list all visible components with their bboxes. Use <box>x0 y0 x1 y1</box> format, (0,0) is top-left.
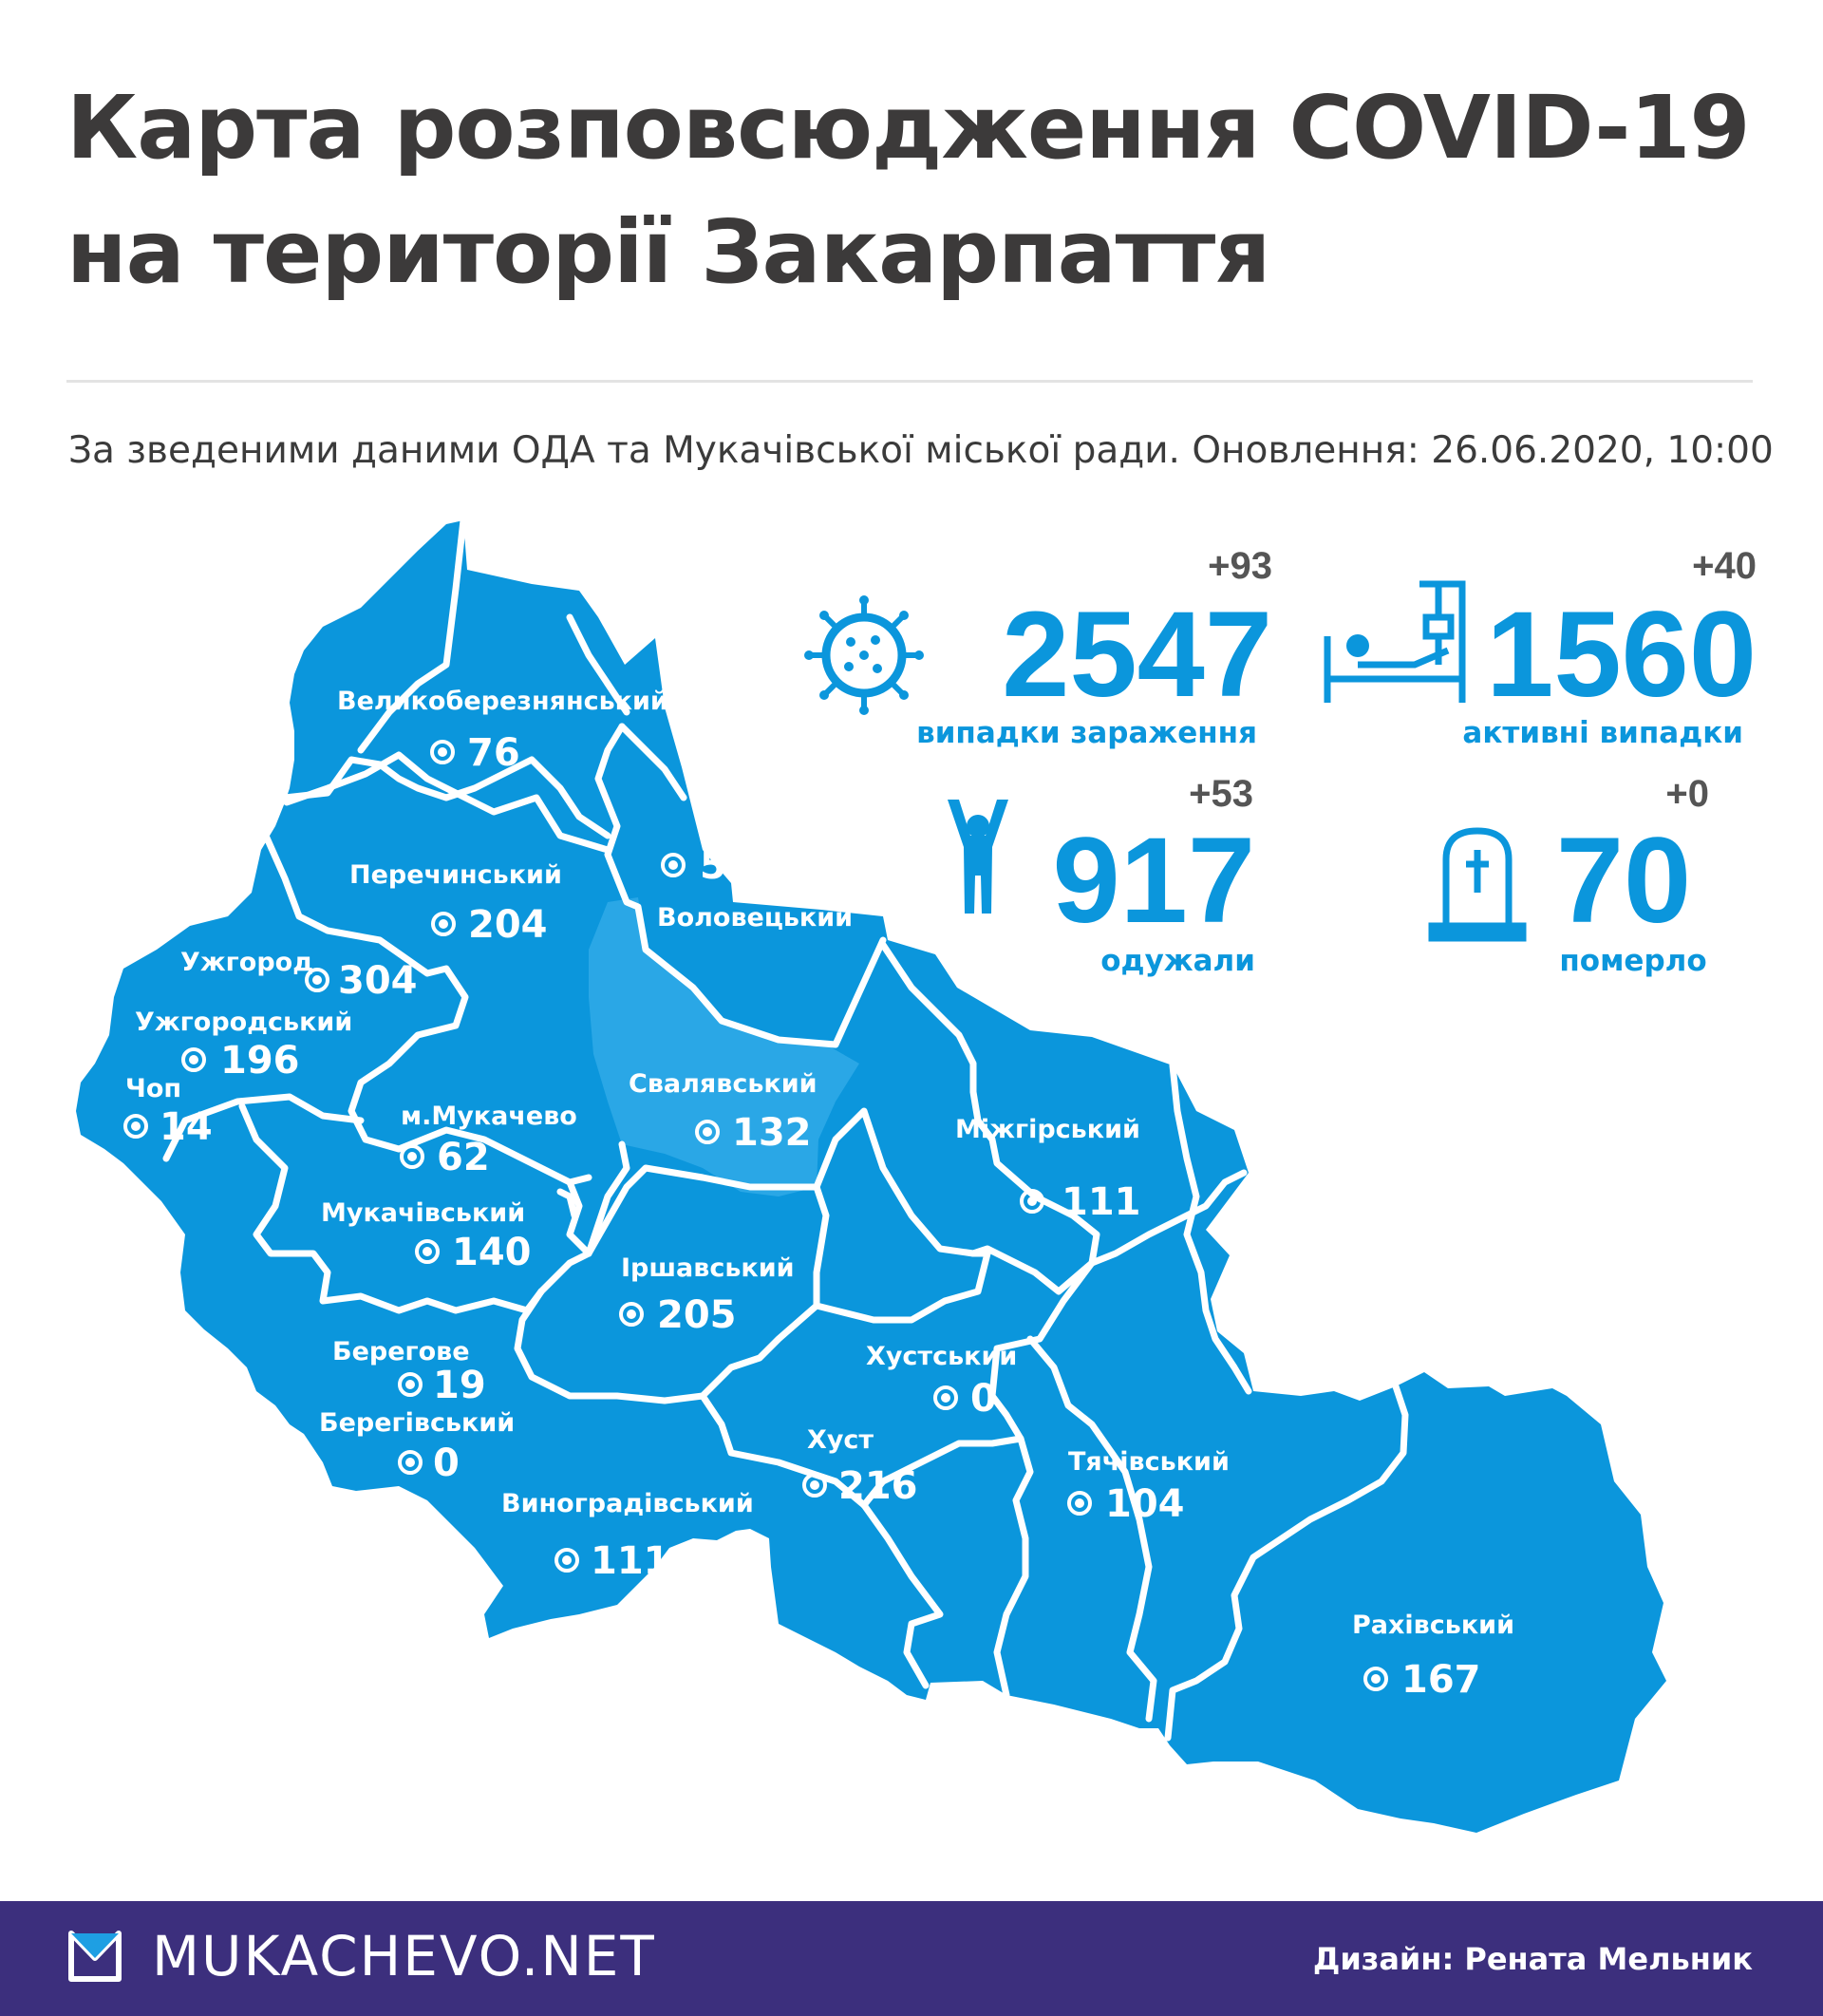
virus-icon <box>804 595 924 715</box>
deaths-value: 70 <box>1555 813 1692 949</box>
region-value: 111 <box>591 1539 670 1583</box>
region-value: 167 <box>1401 1658 1481 1702</box>
region-value: 19 <box>433 1364 486 1407</box>
region-value: 62 <box>437 1136 490 1179</box>
gravestone-icon <box>1432 831 1523 938</box>
cases-value: 2547 <box>1002 587 1272 723</box>
region-value: 0 <box>970 1377 997 1421</box>
region-value: 216 <box>838 1464 918 1508</box>
region-label: м.Мукачево <box>401 1102 577 1131</box>
footer-bar <box>0 1901 1823 2016</box>
region-label: Хустський <box>866 1342 1018 1371</box>
region-value: 140 <box>452 1231 532 1274</box>
region-value: 0 <box>433 1441 460 1485</box>
region-label: Мукачівський <box>321 1198 526 1228</box>
region-value: 196 <box>220 1039 300 1083</box>
region-label: Перечинський <box>349 860 562 890</box>
region-value: 132 <box>732 1111 812 1155</box>
region-value: 104 <box>1105 1482 1185 1526</box>
cases-delta: +93 <box>1208 545 1272 587</box>
region-value: 51 <box>700 844 753 888</box>
region-label: Свалявський <box>629 1069 818 1099</box>
region-label: Ужгород <box>180 948 314 977</box>
region-label: Ужгородський <box>135 1008 353 1037</box>
region-label: Воловецький <box>657 903 854 933</box>
active-label: активні випадки <box>1462 716 1743 750</box>
deaths-label: померло <box>1559 944 1707 978</box>
source-note: За зведеними даними ОДА та Мукачівської міської ради. Оновлення: 26.06.2020, 10:00 <box>68 429 1774 472</box>
region-label: Виноградівський <box>501 1489 754 1518</box>
recovered-delta: +53 <box>1189 773 1253 815</box>
active-value: 1560 <box>1486 587 1757 723</box>
brand-logo-icon <box>68 1930 122 1983</box>
region-label: Рахівський <box>1352 1611 1515 1640</box>
recovered-label: одужали <box>1100 944 1255 978</box>
cases-label: випадки зараження <box>916 716 1257 750</box>
design-credit: Дизайн: Рената Мельник <box>1312 1941 1753 1977</box>
region-value: 14 <box>160 1105 213 1149</box>
region-label: Тячівський <box>1068 1447 1230 1477</box>
region-value: 205 <box>657 1293 737 1337</box>
region-label: Берегівський <box>319 1408 516 1438</box>
region-label: Міжгірський <box>955 1115 1140 1144</box>
deaths-delta: +0 <box>1665 773 1709 815</box>
region-value: 304 <box>338 959 418 1003</box>
region-label: Іршавський <box>621 1253 795 1283</box>
brand-name: MUKACHEVO.NET <box>152 1924 656 1988</box>
active-delta: +40 <box>1692 545 1757 587</box>
region-label: Хуст <box>807 1425 874 1455</box>
region-value: 111 <box>1062 1180 1141 1224</box>
recovered-value: 917 <box>1052 813 1255 949</box>
region-label: Берегове <box>332 1337 470 1366</box>
region-label: Великоберезнянський <box>337 687 668 716</box>
region-label: Чоп <box>125 1074 182 1103</box>
title-line-1: Карта розповсюдження COVID-19 <box>66 77 1750 179</box>
region-value: 204 <box>468 903 548 947</box>
title-line-2: на території Закарпаття <box>66 200 1270 303</box>
region-value: 76 <box>467 731 520 775</box>
